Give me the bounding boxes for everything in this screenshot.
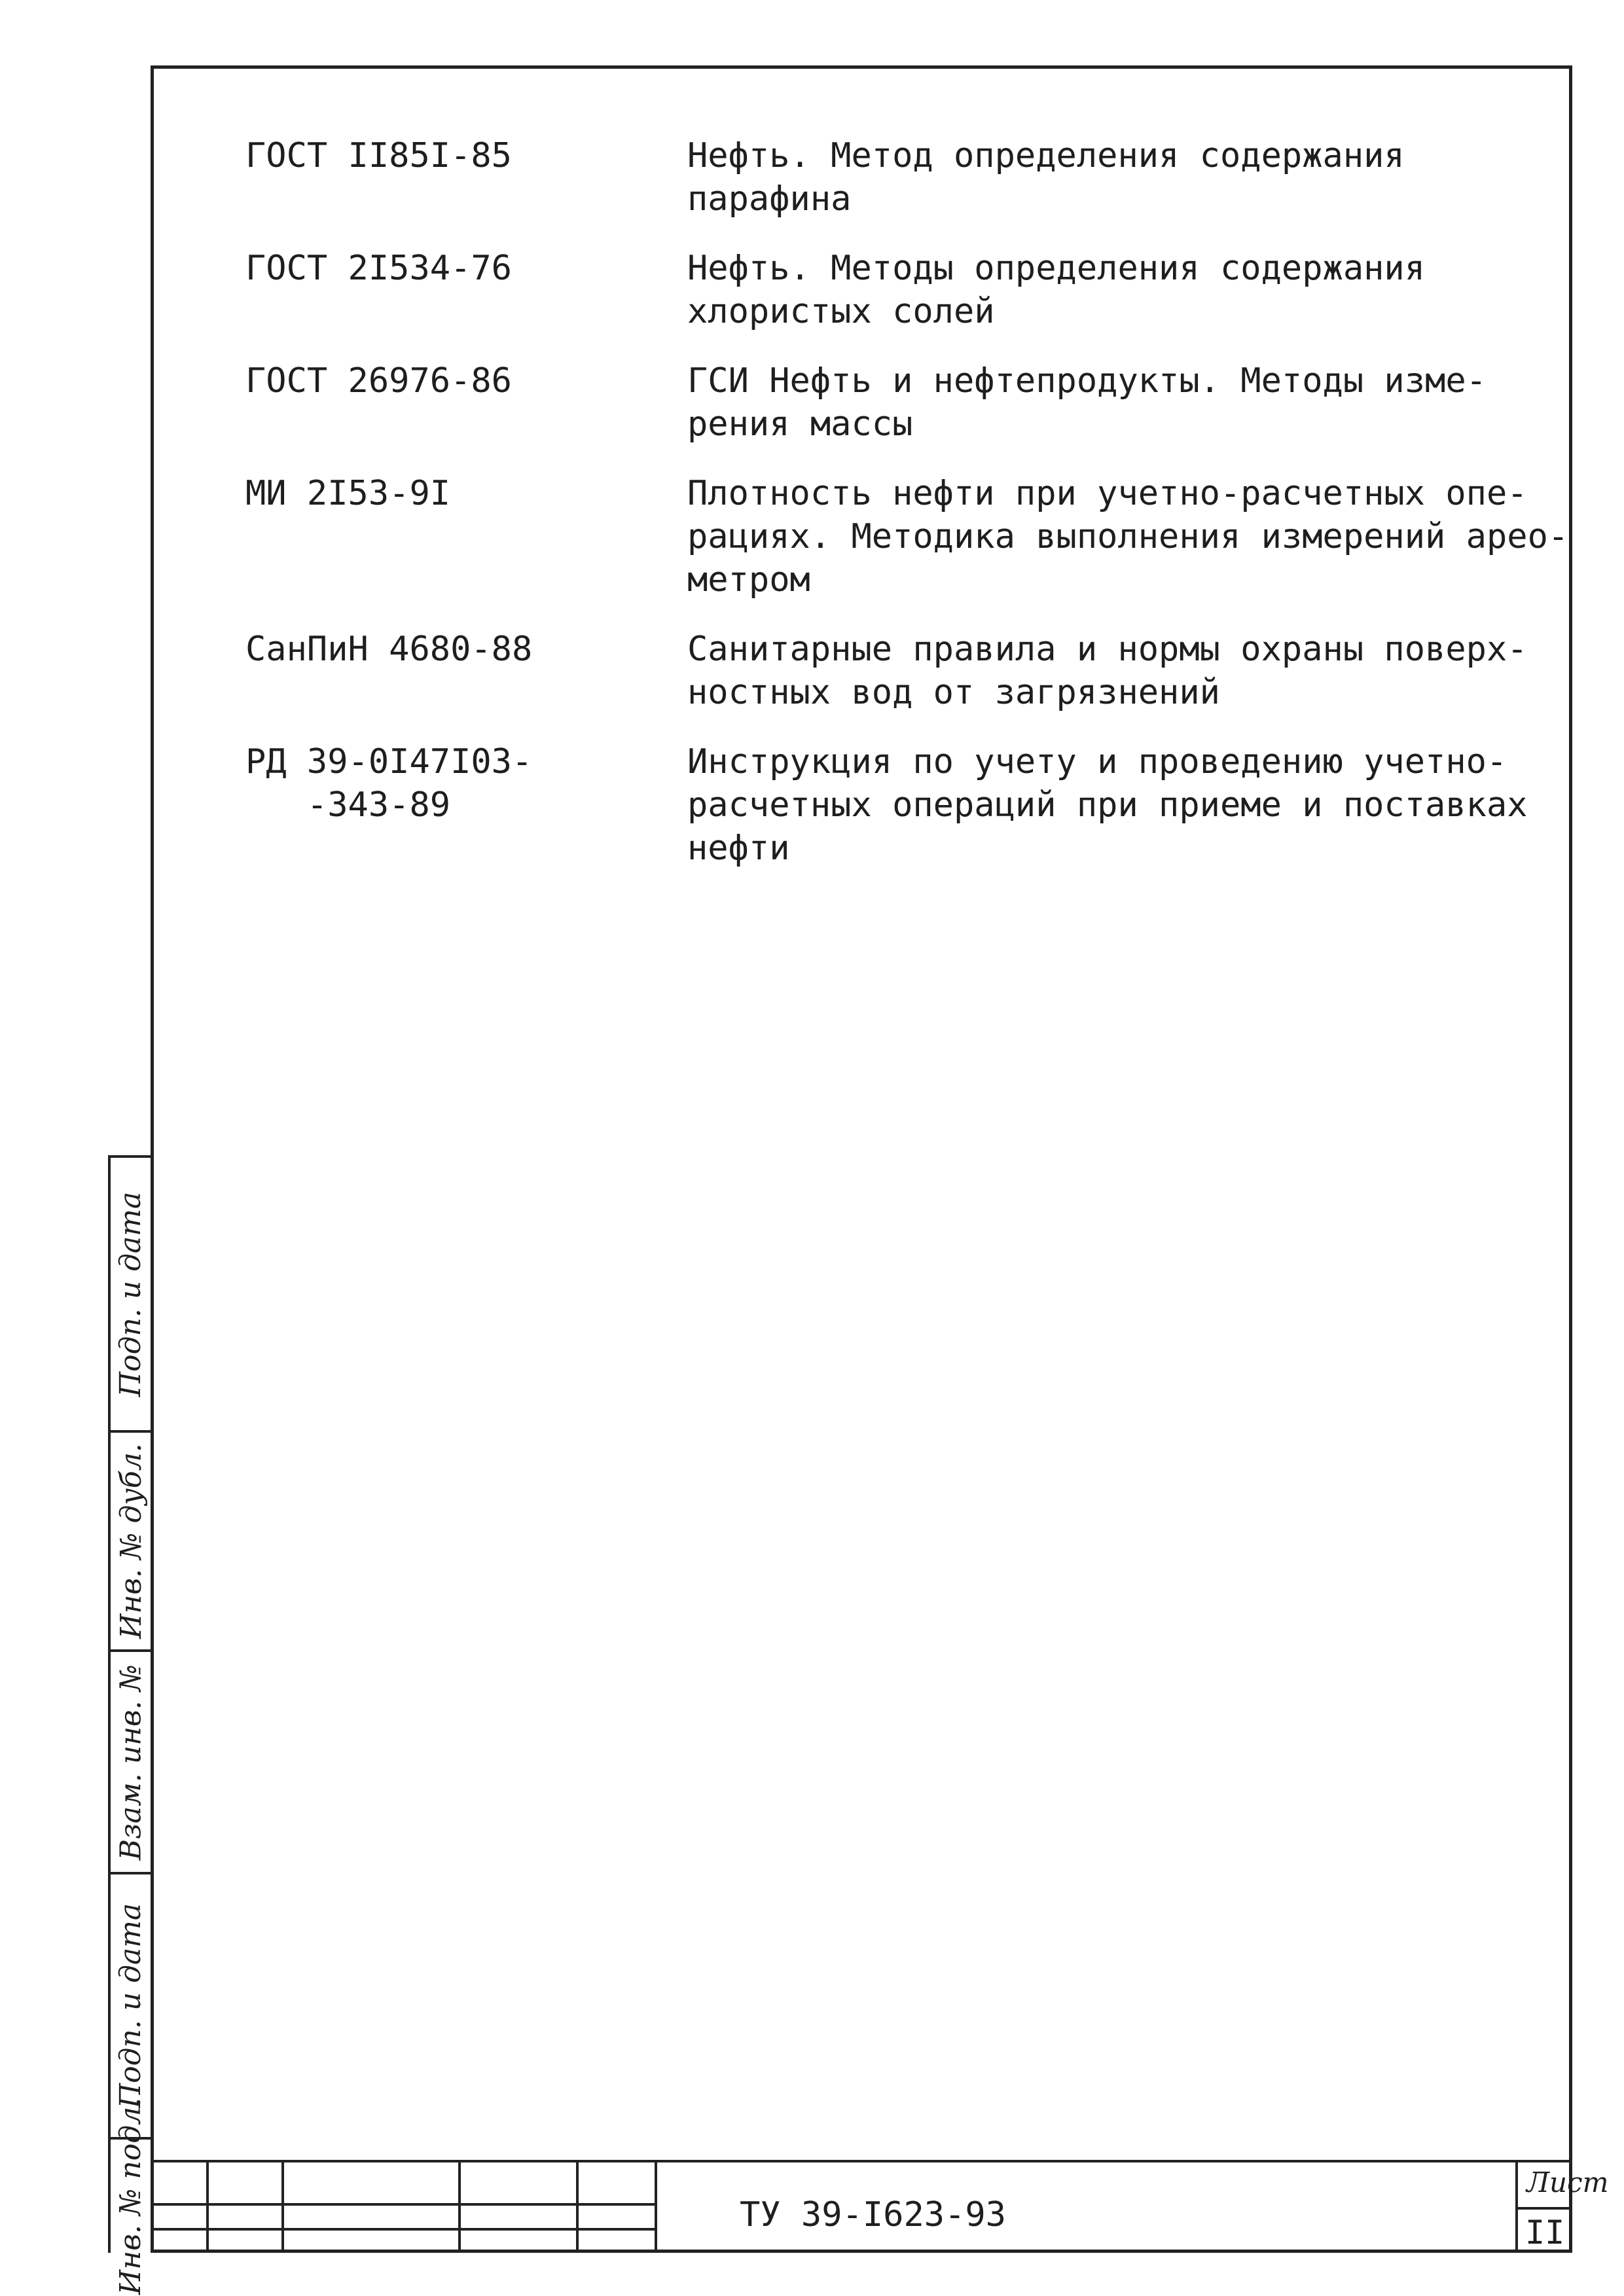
side-stamp-cell: [108, 1649, 154, 1872]
reference-code: ГОСТ 26976-86: [245, 361, 512, 401]
title-block-grid-line: [1515, 2207, 1569, 2210]
references-list: [245, 134, 1574, 896]
reference-title-line: парафина: [687, 179, 852, 219]
side-stamp-label: Инв. № подл.: [114, 2097, 148, 2295]
reference-title-line: расчетных операций при приеме и поставках: [687, 785, 1528, 825]
reference-title-line: Санитарные правила и нормы охраны поверх-: [687, 630, 1528, 669]
side-stamp-label: Взам. инв. №: [114, 1664, 148, 1860]
reference-title: [687, 628, 1574, 714]
reference-title: [687, 247, 1574, 333]
reference-code: МИ 2I53-9I: [245, 474, 451, 513]
reference-row: [245, 134, 1574, 221]
reference-title-line: хлористых солей: [687, 292, 995, 331]
reference-title-line: Плотность нефти при учетно-расчетных опе-: [687, 474, 1528, 513]
reference-row: [245, 628, 1574, 714]
side-stamp: [108, 1155, 154, 2295]
side-stamp-label: Инв. № дубл.: [114, 1443, 148, 1639]
title-block: [151, 2160, 1609, 2253]
title-block-grid-line: [151, 2228, 655, 2231]
title-block-grid-line: [206, 2162, 209, 2253]
reference-title: [687, 472, 1574, 601]
reference-title-line: метром: [687, 560, 810, 600]
reference-title: [687, 359, 1574, 446]
reference-title-line: Нефть. Метод определения содержания: [687, 136, 1405, 175]
reference-title: [687, 134, 1574, 221]
title-block-grid-line: [655, 2162, 657, 2253]
title-block-grid-line: [281, 2162, 284, 2253]
reference-title-line: ностных вод от загрязнений: [687, 673, 1220, 712]
side-stamp-cell: [108, 1155, 154, 1430]
reference-row: [245, 247, 1574, 333]
reference-title-line: Инструкция по учету и проведению учетно-: [687, 742, 1507, 781]
reference-code: ГОСТ II85I-85: [245, 136, 512, 175]
reference-title-line: Нефть. Методы определения содержания: [687, 249, 1426, 288]
side-stamp-label: Подп. и дата: [114, 1903, 148, 2109]
sheet-label: Лист: [1526, 2166, 1609, 2198]
reference-row: [245, 472, 1574, 601]
title-block-grid-line: [458, 2162, 461, 2253]
reference-row: [245, 359, 1574, 446]
reference-row: [245, 740, 1574, 870]
reference-code: РД 39-0I47I03- -343-89: [245, 742, 533, 825]
side-stamp-cell: [108, 2097, 154, 2295]
reference-title: [687, 740, 1574, 870]
title-block-grid-line: [576, 2162, 579, 2253]
side-stamp-label: Подп. и дата: [114, 1191, 148, 1397]
sheet-number: II: [1525, 2214, 1565, 2251]
reference-title-line: ГСИ Нефть и нефтепродукты. Методы изме-: [687, 361, 1487, 401]
side-stamp-cell: [108, 1430, 154, 1649]
reference-title-line: нефти: [687, 829, 790, 868]
reference-code: СанПиН 4680-88: [245, 630, 533, 669]
title-block-grid-line: [151, 2203, 655, 2206]
document-code: ТУ 39-I623-93: [740, 2195, 1006, 2234]
reference-title-line: рациях. Методика выполнения измерений арео-: [687, 517, 1569, 556]
reference-title-line: рения массы: [687, 404, 913, 444]
reference-code: ГОСТ 2I534-76: [245, 249, 512, 288]
